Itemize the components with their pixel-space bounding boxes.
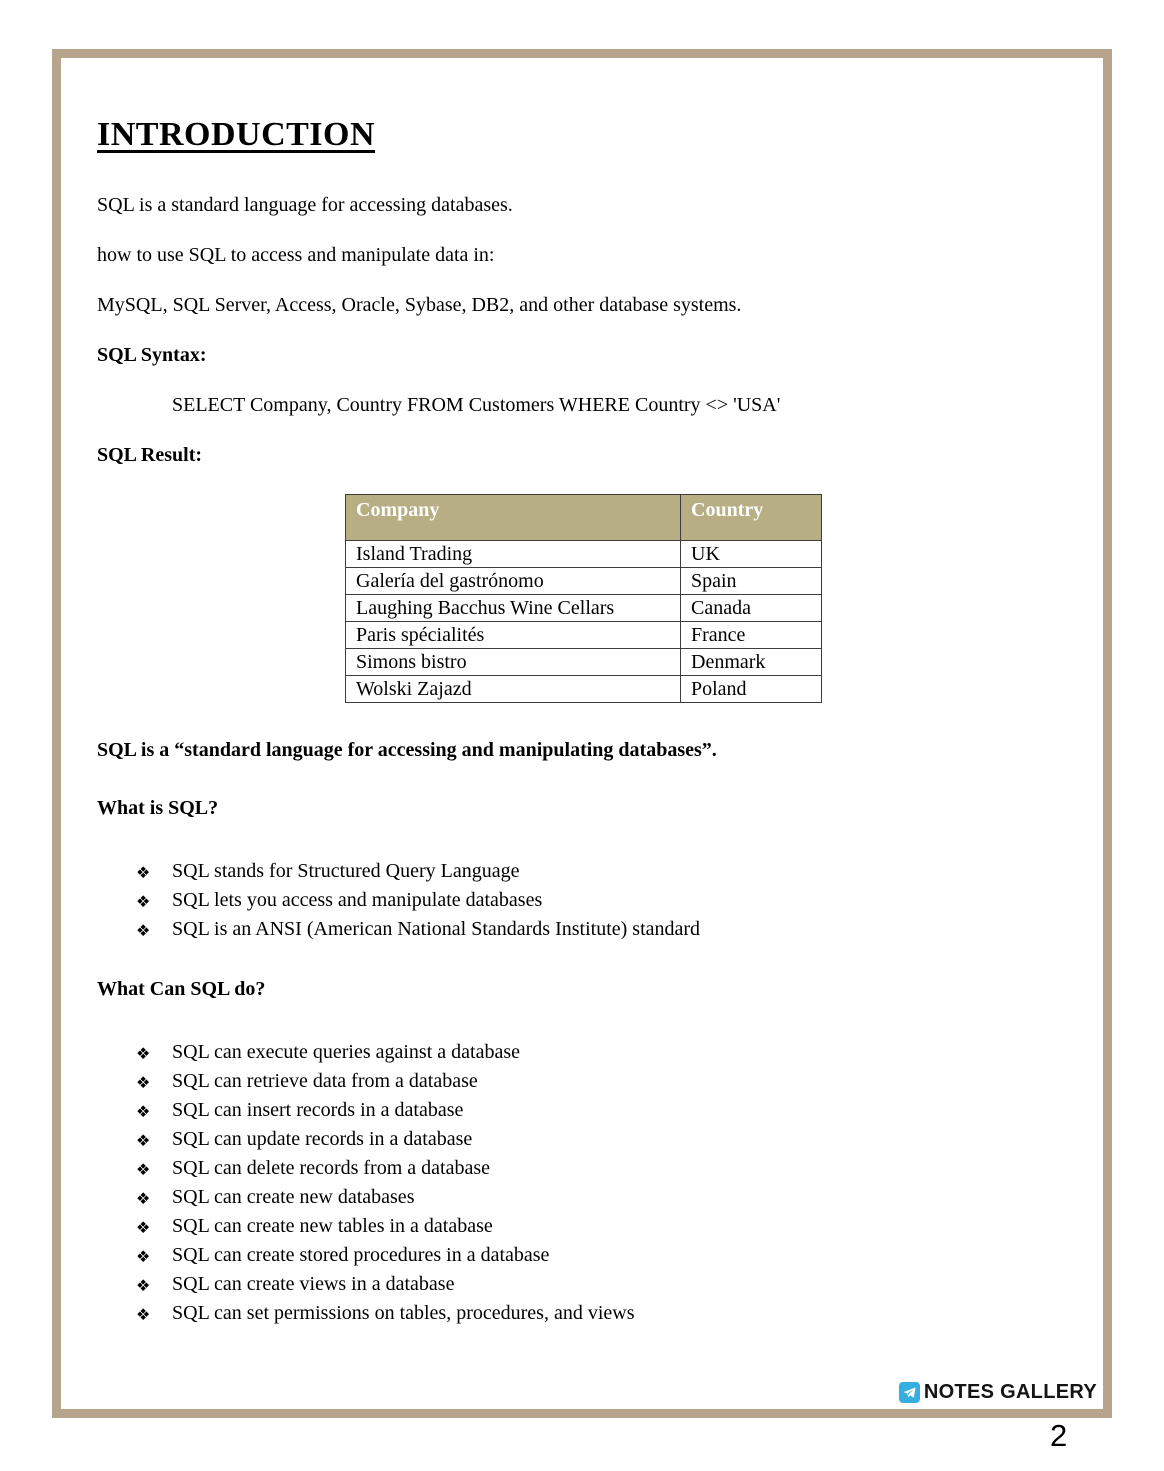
notes-gallery-logo — [899, 1381, 1097, 1404]
list-item-text: SQL can execute queries against a database — [172, 1041, 520, 1063]
list-item — [97, 1270, 1057, 1299]
diamond-bullet-icon: ❖ — [136, 863, 151, 882]
telegram-icon — [899, 1382, 920, 1403]
company-cell: Wolski Zajazd — [346, 676, 681, 703]
list-item-text: SQL can set permissions on tables, procedures, and views — [172, 1302, 635, 1324]
page-border-frame — [52, 49, 1112, 1418]
list-item — [97, 1038, 1057, 1067]
what-can-sql-do-heading: What Can SQL do? — [97, 978, 266, 1000]
country-cell: Canada — [681, 595, 822, 622]
company-cell: Island Trading — [346, 541, 681, 568]
list-item — [97, 857, 1057, 886]
list-item-text: SQL stands for Structured Query Language — [172, 860, 520, 882]
diamond-bullet-icon: ❖ — [136, 1160, 151, 1179]
what-is-sql-list — [97, 857, 1057, 944]
diamond-bullet-icon: ❖ — [136, 1218, 151, 1237]
list-item-text: SQL can create new databases — [172, 1186, 415, 1208]
country-cell: France — [681, 622, 822, 649]
list-item-text: SQL can create views in a database — [172, 1273, 455, 1295]
list-item-text: SQL can retrieve data from a database — [172, 1070, 478, 1092]
diamond-bullet-icon: ❖ — [136, 1102, 151, 1121]
list-item-text: SQL can insert records in a database — [172, 1099, 464, 1121]
table-row — [346, 568, 822, 595]
country-cell: Spain — [681, 568, 822, 595]
list-item — [97, 1241, 1057, 1270]
list-item — [97, 1183, 1057, 1212]
column-header-country: Country — [681, 495, 822, 541]
table-row — [346, 595, 822, 622]
page-number: 2 — [1050, 1418, 1068, 1453]
intro-paragraph-2: how to use SQL to access and manipulate data in: — [97, 244, 495, 266]
list-item — [97, 886, 1057, 915]
diamond-bullet-icon: ❖ — [136, 892, 151, 911]
list-item — [97, 1096, 1057, 1125]
table-body — [346, 541, 822, 703]
company-cell: Laughing Bacchus Wine Cellars — [346, 595, 681, 622]
diamond-bullet-icon: ❖ — [136, 921, 151, 940]
diamond-bullet-icon: ❖ — [136, 1073, 151, 1092]
list-item — [97, 1067, 1057, 1096]
diamond-bullet-icon: ❖ — [136, 1276, 151, 1295]
table-header-row — [346, 495, 822, 541]
sql-result-table — [345, 494, 822, 703]
page-title: INTRODUCTION — [97, 116, 376, 153]
page-content — [97, 116, 1057, 1362]
sql-result-label: SQL Result: — [97, 444, 203, 466]
list-item — [97, 1212, 1057, 1241]
country-cell: Denmark — [681, 649, 822, 676]
sql-select-statement: SELECT Company, Country FROM Customers WHERE Country <> 'USA' — [172, 394, 781, 416]
country-cell: UK — [681, 541, 822, 568]
list-item-text: SQL can create stored procedures in a database — [172, 1244, 550, 1266]
sql-definition-statement: SQL is a “standard language for accessing and manipulating databases”. — [97, 739, 717, 761]
company-cell: Paris spécialités — [346, 622, 681, 649]
list-item — [97, 1125, 1057, 1154]
list-item-text: SQL lets you access and manipulate databases — [172, 889, 543, 911]
intro-paragraph-1: SQL is a standard language for accessing databases. — [97, 194, 513, 216]
table-row — [346, 676, 822, 703]
country-cell: Poland — [681, 676, 822, 703]
diamond-bullet-icon: ❖ — [136, 1305, 151, 1324]
brand-text: NOTES GALLERY — [923, 1381, 1097, 1403]
company-cell: Galería del gastrónomo — [346, 568, 681, 595]
list-item-text: SQL is an ANSI (American National Standards Institute) standard — [172, 918, 701, 940]
intro-paragraph-3: MySQL, SQL Server, Access, Oracle, Sybase, DB2, and other database systems. — [97, 294, 742, 316]
list-item-text: SQL can create new tables in a database — [172, 1215, 493, 1237]
diamond-bullet-icon: ❖ — [136, 1131, 151, 1150]
table-row — [346, 541, 822, 568]
diamond-bullet-icon: ❖ — [136, 1044, 151, 1063]
list-item-text: SQL can delete records from a database — [172, 1157, 490, 1179]
company-cell: Simons bistro — [346, 649, 681, 676]
list-item — [97, 1154, 1057, 1183]
diamond-bullet-icon: ❖ — [136, 1247, 151, 1266]
list-item-text: SQL can update records in a database — [172, 1128, 473, 1150]
sql-syntax-label: SQL Syntax: — [97, 344, 207, 366]
table-row — [346, 649, 822, 676]
list-item — [97, 1299, 1057, 1328]
table-row — [346, 622, 822, 649]
what-is-sql-heading: What is SQL? — [97, 797, 219, 819]
column-header-company: Company — [346, 495, 681, 541]
list-item — [97, 915, 1057, 944]
diamond-bullet-icon: ❖ — [136, 1189, 151, 1208]
what-can-sql-do-list — [97, 1038, 1057, 1328]
